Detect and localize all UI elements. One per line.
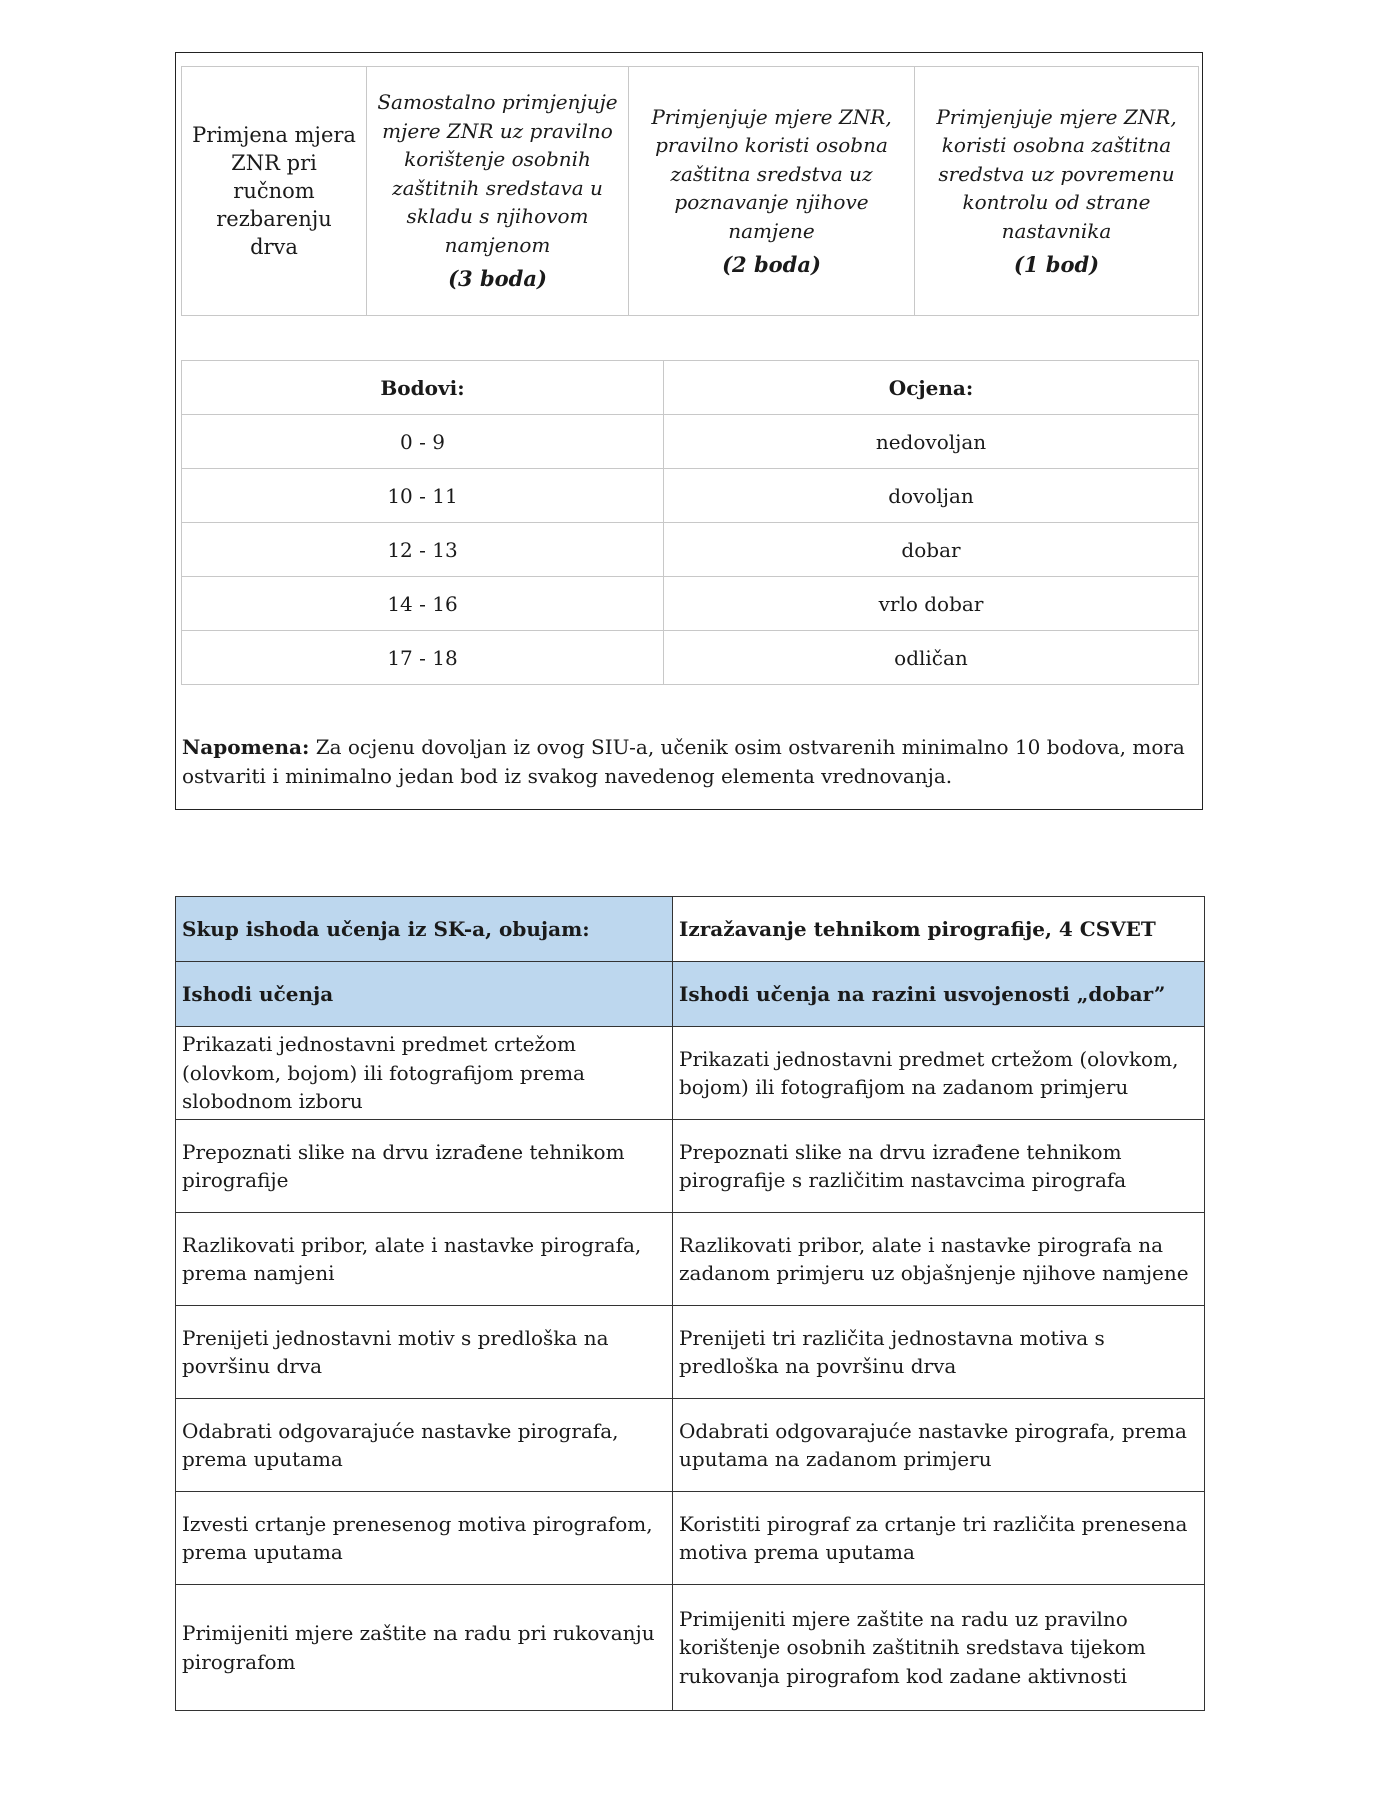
level-column-header: Ishodi učenja na razini usvojenosti „dobar” (673, 962, 1205, 1027)
points-cell: 12 - 13 (182, 523, 664, 577)
outcome-cell: Prepoznati slike na drvu izrađene tehnikom pirografije (176, 1120, 673, 1213)
level-points: (3 boda) (448, 266, 547, 292)
level-points: (2 boda) (722, 252, 821, 277)
table-row (176, 1027, 1205, 1120)
points-header: Bodovi: (182, 361, 664, 415)
table-row (182, 523, 1199, 577)
outcome-set-row (176, 897, 1205, 962)
grade-table (181, 360, 1199, 685)
outcomes-header-row (176, 962, 1205, 1027)
outcomes-column-header: Ishodi učenja (176, 962, 673, 1027)
points-cell: 17 - 18 (182, 631, 664, 685)
table-row (182, 415, 1199, 469)
table-row (176, 1120, 1205, 1213)
table-row (182, 631, 1199, 685)
level-cell: Odabrati odgovarajuće nastavke pirografa, prema uputama na zadanom primjeru (673, 1399, 1205, 1492)
table-row (176, 1213, 1205, 1306)
level-cell: Koristiti pirograf za crtanje tri različita prenesena motiva prema uputama (673, 1492, 1205, 1585)
level-cell: Prenijeti tri različita jednostavna motiva s predloška na površinu drva (673, 1306, 1205, 1399)
points-cell: 10 - 11 (182, 469, 664, 523)
grade-cell: vrlo dobar (664, 577, 1199, 631)
table-row (176, 1399, 1205, 1492)
table-row (176, 1306, 1205, 1399)
level-description: Primjenjuje mjere ZNR, pravilno koristi osobna zaštitna sredstva uz poznavanje njihove namjene (651, 104, 892, 243)
grade-cell: dovoljan (664, 469, 1199, 523)
criteria-table (181, 66, 1199, 316)
level-cell: Primijeniti mjere zaštite na radu uz pravilno korištenje osobnih zaštitnih sredstava tijekom rukovanja pirografom kod zadane aktivnosti (673, 1585, 1205, 1711)
criteria-label: Primjena mjera ZNR pri ručnom rezbarenju drva (182, 67, 367, 316)
criteria-row (182, 67, 1199, 316)
table-row (182, 469, 1199, 523)
outcome-cell: Izvesti crtanje prenesenog motiva pirografom, prema uputama (176, 1492, 673, 1585)
level-cell: Prikazati jednostavni predmet crtežom (olovkom, bojom) ili fotografijom na zadanom primjeru (673, 1027, 1205, 1120)
level-cell: Razlikovati pribor, alate i nastavke pirografa na zadanom primjeru uz objašnjenje njihove namjene (673, 1213, 1205, 1306)
points-cell: 0 - 9 (182, 415, 664, 469)
grade-header: Ocjena: (664, 361, 1199, 415)
outcome-set-value: Izražavanje tehnikom pirografije, 4 CSVET (673, 897, 1205, 962)
outcome-cell: Primijeniti mjere zaštite na radu pri rukovanju pirografom (176, 1585, 673, 1711)
level-description: Samostalno primjenjuje mjere ZNR uz pravilno korištenje osobnih zaštitnih sredstava u skladu s njihovom namjenom (377, 90, 618, 257)
points-cell: 14 - 16 (182, 577, 664, 631)
level-points: (1 bod) (1013, 252, 1100, 277)
table-row (182, 577, 1199, 631)
outcomes-table (175, 896, 1205, 1711)
note-label: Napomena: (182, 735, 310, 759)
grade-cell: odličan (664, 631, 1199, 685)
note (182, 733, 1192, 791)
note-text: Za ocjenu dovoljan iz ovog SIU-a, učenik osim ostvarenih minimalno 10 bodova, mora ostvariti i minimalno jedan bod iz svakog navedenog elementa vrednovanja. (182, 735, 1185, 788)
level-description: Primjenjuje mjere ZNR, koristi osobna zaštitna sredstva uz povremenu kontrolu od strane nastavnika (936, 104, 1177, 243)
outcome-cell: Odabrati odgovarajuće nastavke pirografa, prema uputama (176, 1399, 673, 1492)
table-row (176, 1492, 1205, 1585)
table-row (176, 1585, 1205, 1711)
outcome-set-label: Skup ishoda učenja iz SK-a, obujam: (176, 897, 673, 962)
outcome-cell: Prikazati jednostavni predmet crtežom (olovkom, bojom) ili fotografijom prema slobodnom izboru (176, 1027, 673, 1120)
outcome-cell: Razlikovati pribor, alate i nastavke pirografa, prema namjeni (176, 1213, 673, 1306)
criteria-level-3 (367, 67, 629, 316)
grade-cell: nedovoljan (664, 415, 1199, 469)
outcome-cell: Prenijeti jednostavni motiv s predloška na površinu drva (176, 1306, 673, 1399)
criteria-level-1 (915, 67, 1199, 316)
level-cell: Prepoznati slike na drvu izrađene tehnikom pirografije s različitim nastavcima pirografa (673, 1120, 1205, 1213)
grade-header-row (182, 361, 1199, 415)
criteria-level-2 (629, 67, 915, 316)
grade-cell: dobar (664, 523, 1199, 577)
